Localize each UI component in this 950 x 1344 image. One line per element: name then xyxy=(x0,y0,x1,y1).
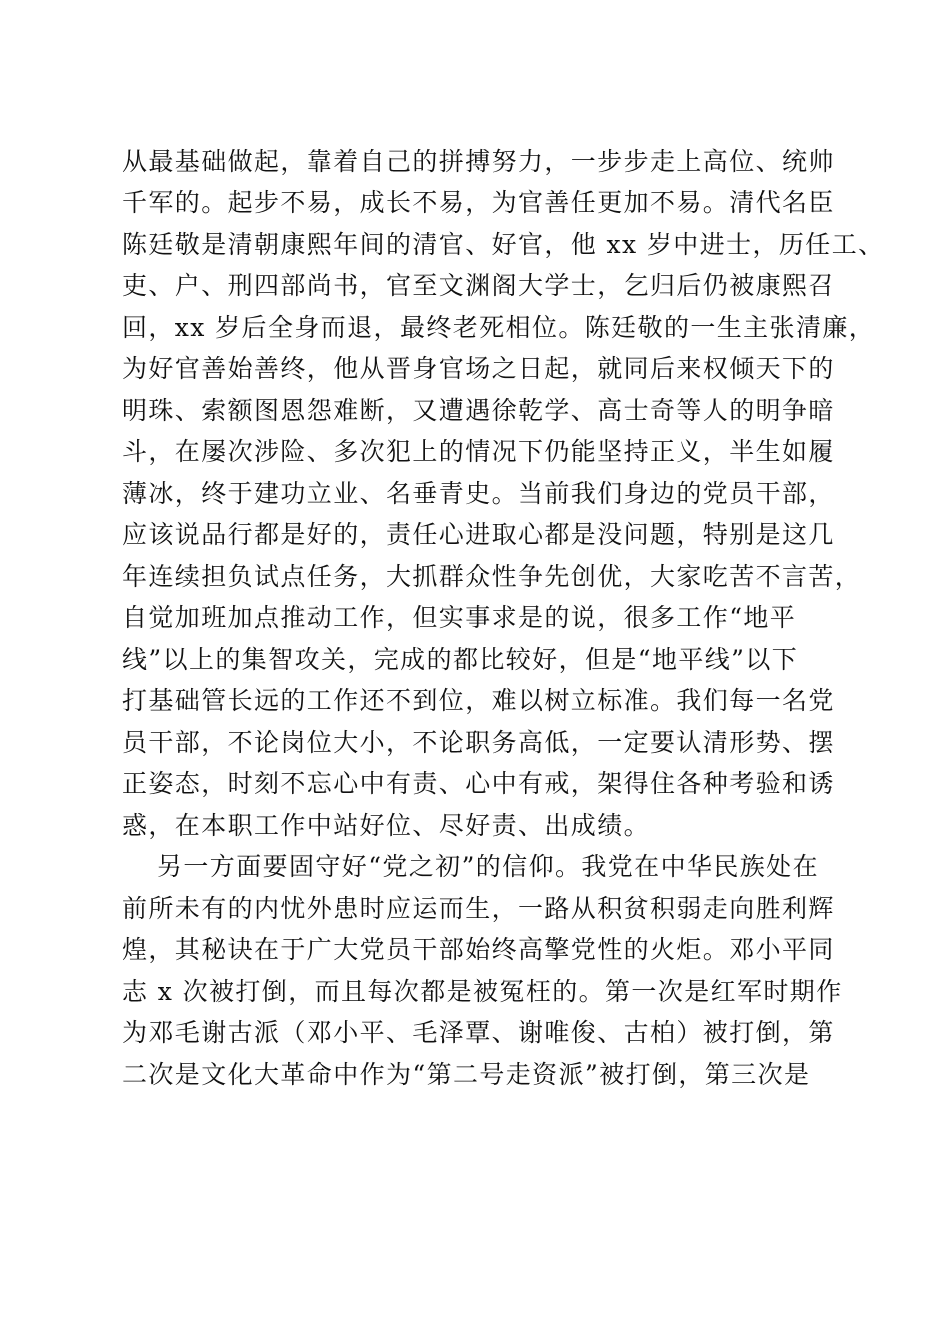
text-line: 回，xx 岁后全身而退，最终老死相位。陈廷敬的一生主张清廉， xyxy=(122,313,876,342)
text-line: 陈廷敬是清朝康熙年间的清官、好官，他 xx 岁中进士，历任工、 xyxy=(122,230,885,259)
text-line: 惑，在本职工作中站好位、尽好责、出成绩。 xyxy=(122,811,651,840)
text-line: 薄冰，终于建功立业、名垂青史。当前我们身边的党员干部， xyxy=(122,479,835,508)
text-line: 煌，其秘诀在于广大党员干部始终高擎党性的火炬。邓小平同 xyxy=(122,935,835,964)
text-line: 员干部，不论岗位大小，不论职务高低，一定要认清形势、摆 xyxy=(122,728,835,757)
text-line: 明珠、索额图恩怨难断，又遭遇徐乾学、高士奇等人的明争暗 xyxy=(122,396,835,425)
text-line: 自觉加班加点推动工作，但实事求是的说，很多工作“地平 xyxy=(122,603,797,632)
text-line: 应该说品行都是好的，责任心进取心都是没问题，特别是这几 xyxy=(122,520,835,549)
paragraph-first-line: 另一方面要固守好“党之初”的信仰。我党在中华民族处在 xyxy=(157,852,819,881)
text-line: 吏、户、刑四部尚书，官至文渊阁大学士，乞归后仍被康熙召 xyxy=(122,271,835,300)
text-line: 线”以上的集智攻关，完成的都比较好，但是“地平线”以下 xyxy=(122,645,799,674)
text-line: 志 x 次被打倒，而且每次都是被冤枉的。第一次是红军时期作 xyxy=(122,977,843,1006)
text-line: 二次是文化大革命中作为“第二号走资派”被打倒，第三次是 xyxy=(122,1060,811,1089)
text-line: 斗，在屡次涉险、多次犯上的情况下仍能坚持正义，半生如履 xyxy=(122,437,835,466)
text-line: 前所未有的内忧外患时应运而生，一路从积贫积弱走向胜利辉 xyxy=(122,894,835,923)
text-line: 正姿态，时刻不忘心中有责、心中有戒，架得住各种考验和诱 xyxy=(122,769,835,798)
text-line: 为好官善始善终，他从晋身官场之日起，就同后来权倾天下的 xyxy=(122,354,835,383)
text-line: 从最基础做起，靠着自己的拼搏努力，一步步走上高位、统帅 xyxy=(122,147,835,176)
text-line: 年连续担负试点任务，大抓群众性争先创优，大家吃苦不言苦， xyxy=(122,562,862,591)
text-line: 千军的。起步不易，成长不易，为官善任更加不易。清代名臣 xyxy=(122,188,835,217)
text-line: 为邓毛谢古派（邓小平、毛泽覃、谢唯俊、古柏）被打倒，第 xyxy=(122,1018,835,1047)
text-line: 打基础管长远的工作还不到位，难以树立标准。我们每一名党 xyxy=(122,686,835,715)
